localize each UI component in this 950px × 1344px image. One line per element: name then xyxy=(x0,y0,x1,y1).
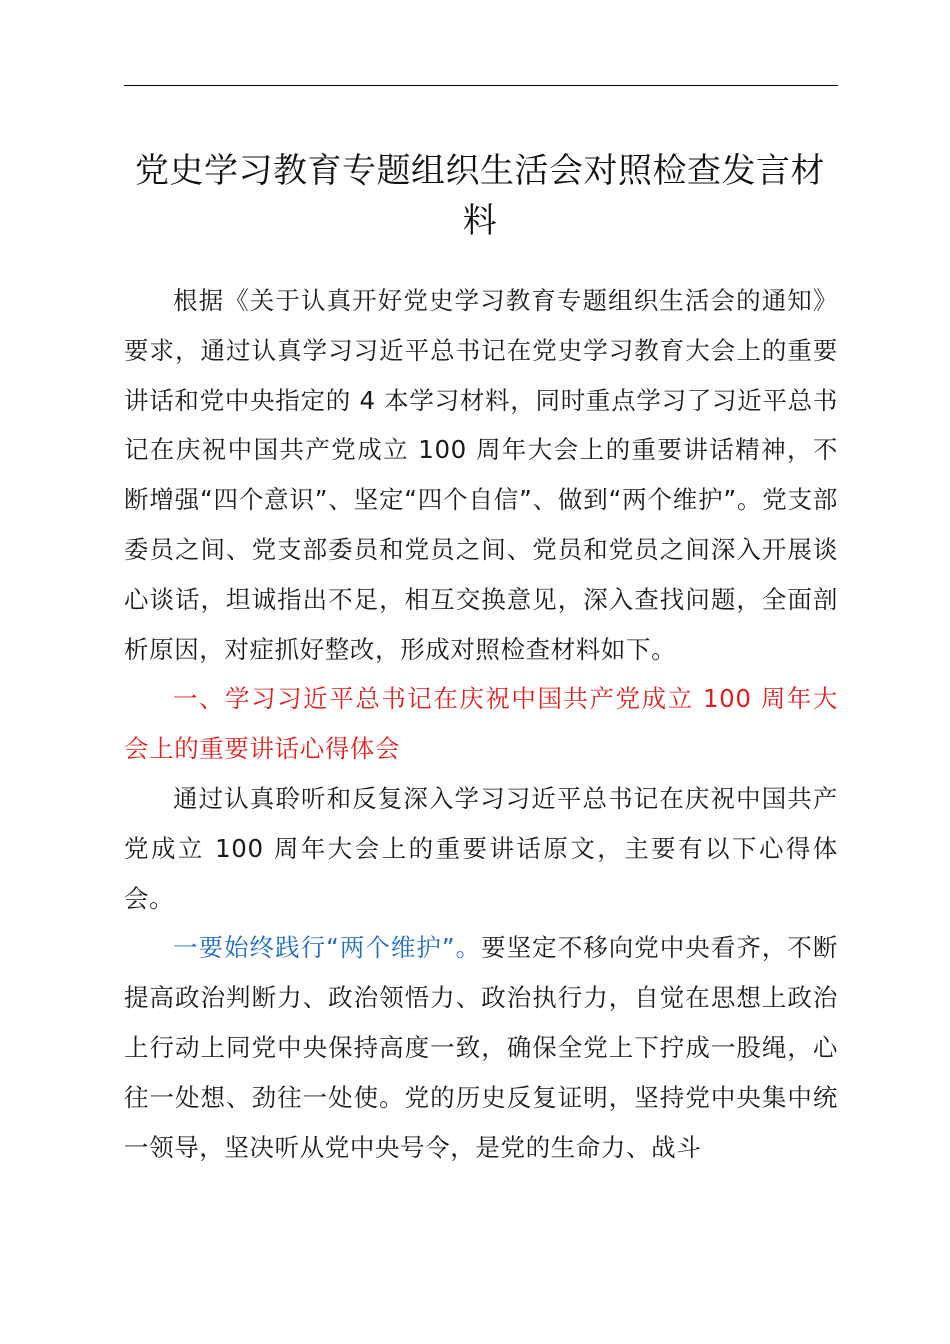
document-title: 党史学习教育专题组织生活会对照检查发言材料 xyxy=(135,151,825,241)
point-1-paragraph xyxy=(124,923,838,1172)
intro-paragraph: 根据《关于认真开好党史学习教育专题组织生活会的通知》要求，通过认真学习习近平总书记在党史学习教育大会上的重要讲话和党中央指定的 4 本学习材料，同时重点学习了习近平总书记在庆祝中国共产党成立 100 周年大会上的重要讲话精神，不断增强“四个意识”、坚定“四个自信”、做到“两个维护”。党支部委员之间、党支部委员和党员之间、党员和党员之间深入开展谈心谈话，坦诚指出不足，相互交换意见，深入查找问题，全面剖析原因，对症抓好整改，形成对照检查材料如下。 xyxy=(124,286,838,664)
point-1-lead: 一要始终践行“两个维护”。 xyxy=(173,933,482,963)
point-1-body: 要坚定不移向党中央看齐，不断提高政治判断力、政治领悟力、政治执行力，自觉在思想上政治上行动上同党中央保持高度一致，确保全党上下拧成一股绳，心往一处想、劲往一处使。党的历史反复证明，坚持党中央集中统一领导，坚决听从党中央号令，是党的生命力、战斗 xyxy=(124,933,838,1162)
section-1-intro-paragraph: 通过认真聆听和反复深入学习习近平总书记在庆祝中国共产党成立 100 周年大会上的重要讲话原文，主要有以下心得体会。 xyxy=(124,783,838,913)
document-body xyxy=(124,276,838,1172)
section-1-heading: 一、学习习近平总书记在庆祝中国共产党成立 100 周年大会上的重要讲话心得体会 xyxy=(124,684,838,764)
header-rule xyxy=(124,85,838,86)
